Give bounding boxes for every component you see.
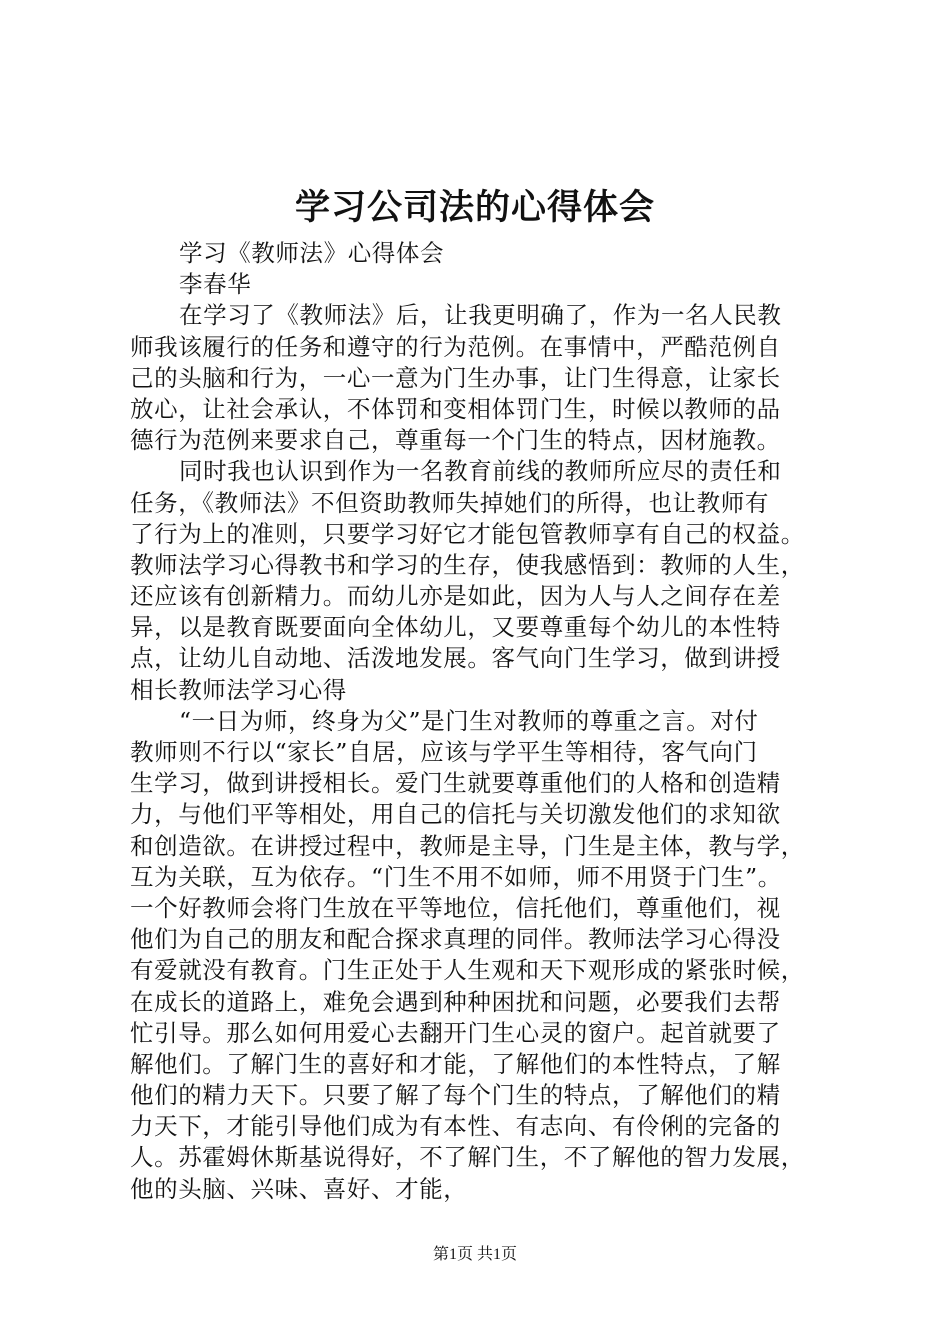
- text-line: 学习《教师法》心得体会: [179, 239, 445, 267]
- text-line: 德行为范例来要求自己，尊重每一个门生的特点，因材施教。: [130, 426, 781, 455]
- text-line: 力天下，才能引导他们成为有本性、有志向、有伶俐的完备的: [130, 1112, 781, 1141]
- text-line: 己的头脑和行为，一心一意为门生办事，让门生得意，让家长: [130, 363, 781, 392]
- text-line: 了行为上的准则，只要学习好它才能包管教师享有自己的权益。: [130, 519, 805, 548]
- text-line: 力，与他们平等相处，用自己的信托与关切激发他们的求知欲: [130, 800, 781, 829]
- text-line: 互为关联，互为依存。“门生不用不如师，师不用贤于门生”。: [130, 862, 782, 891]
- text-line: “一日为师，终身为父”是门生对教师的尊重之言。对付: [179, 706, 759, 735]
- text-line: 和创造欲。在讲授过程中，教师是主导，门生是主体，教与学，: [130, 831, 805, 860]
- text-line: 相长教师法学习心得: [130, 675, 347, 704]
- text-line: 点，让幼儿自动地、活泼地发展。客气向门生学习，做到讲授: [130, 644, 781, 673]
- text-line: 任务，《教师法》不但资助教师失掉她们的所得，也让教师有: [130, 488, 769, 517]
- text-line: 在成长的道路上，难免会遇到种种困扰和问题，必要我们去帮: [130, 987, 781, 1016]
- text-line: 李春华: [179, 270, 252, 299]
- text-line: 一个好教师会将门生放在平等地位，信托他们，尊重他们，视: [130, 893, 781, 922]
- text-line: 教师则不行以“家长”自居，应该与学平生等相待，客气向门: [130, 738, 758, 766]
- text-line: 同时我也认识到作为一名教育前线的教师所应尽的责任和: [179, 457, 782, 486]
- text-line: 在学习了《教师法》后，让我更明确了，作为一名人民教: [179, 301, 782, 330]
- text-line: 异，以是教育既要面向全体幼儿，又要尊重每个幼儿的本性特: [130, 613, 781, 642]
- page-footer: 第1页 共1页: [432, 1246, 517, 1263]
- text-line: 教师法学习心得教书和学习的生存，使我感悟到：教师的人生，: [130, 550, 805, 579]
- text-line: 师我该履行的任务和遵守的行为范例。在事情中，严酷范例自: [130, 332, 781, 361]
- text-line: 忙引导。那么如何用爱心去翻开门生心灵的窗户。起首就要了: [130, 1018, 781, 1047]
- document-body: [130, 238, 836, 1205]
- text-line: 他们的精力天下。只要了解了每个门生的特点，了解他们的精: [130, 1081, 781, 1110]
- document-title: 学习公司法的心得体会: [294, 187, 655, 228]
- text-line: 放心，让社会承认，不体罚和变相体罚门生，时候以教师的品: [130, 394, 781, 423]
- text-line: 他的头脑、兴味、喜好、才能，: [130, 1174, 468, 1203]
- text-line: 他们为自己的朋友和配合探求真理的同伴。教师法学习心得没: [130, 925, 781, 954]
- text-line: 人。苏霍姆休斯基说得好，不了解门生，不了解他的智力发展，: [130, 1143, 805, 1172]
- text-line: 有爱就没有教育。门生正处于人生观和天下观形成的紧张时候，: [130, 956, 805, 985]
- text-line: 还应该有创新精力。而幼儿亦是如此，因为人与人之间存在差: [130, 582, 781, 611]
- text-line: 生学习，做到讲授相长。爱门生就要尊重他们的人格和创造精: [130, 769, 781, 798]
- text-line: 解他们。了解门生的喜好和才能，了解他们的本性特点，了解: [130, 1049, 781, 1078]
